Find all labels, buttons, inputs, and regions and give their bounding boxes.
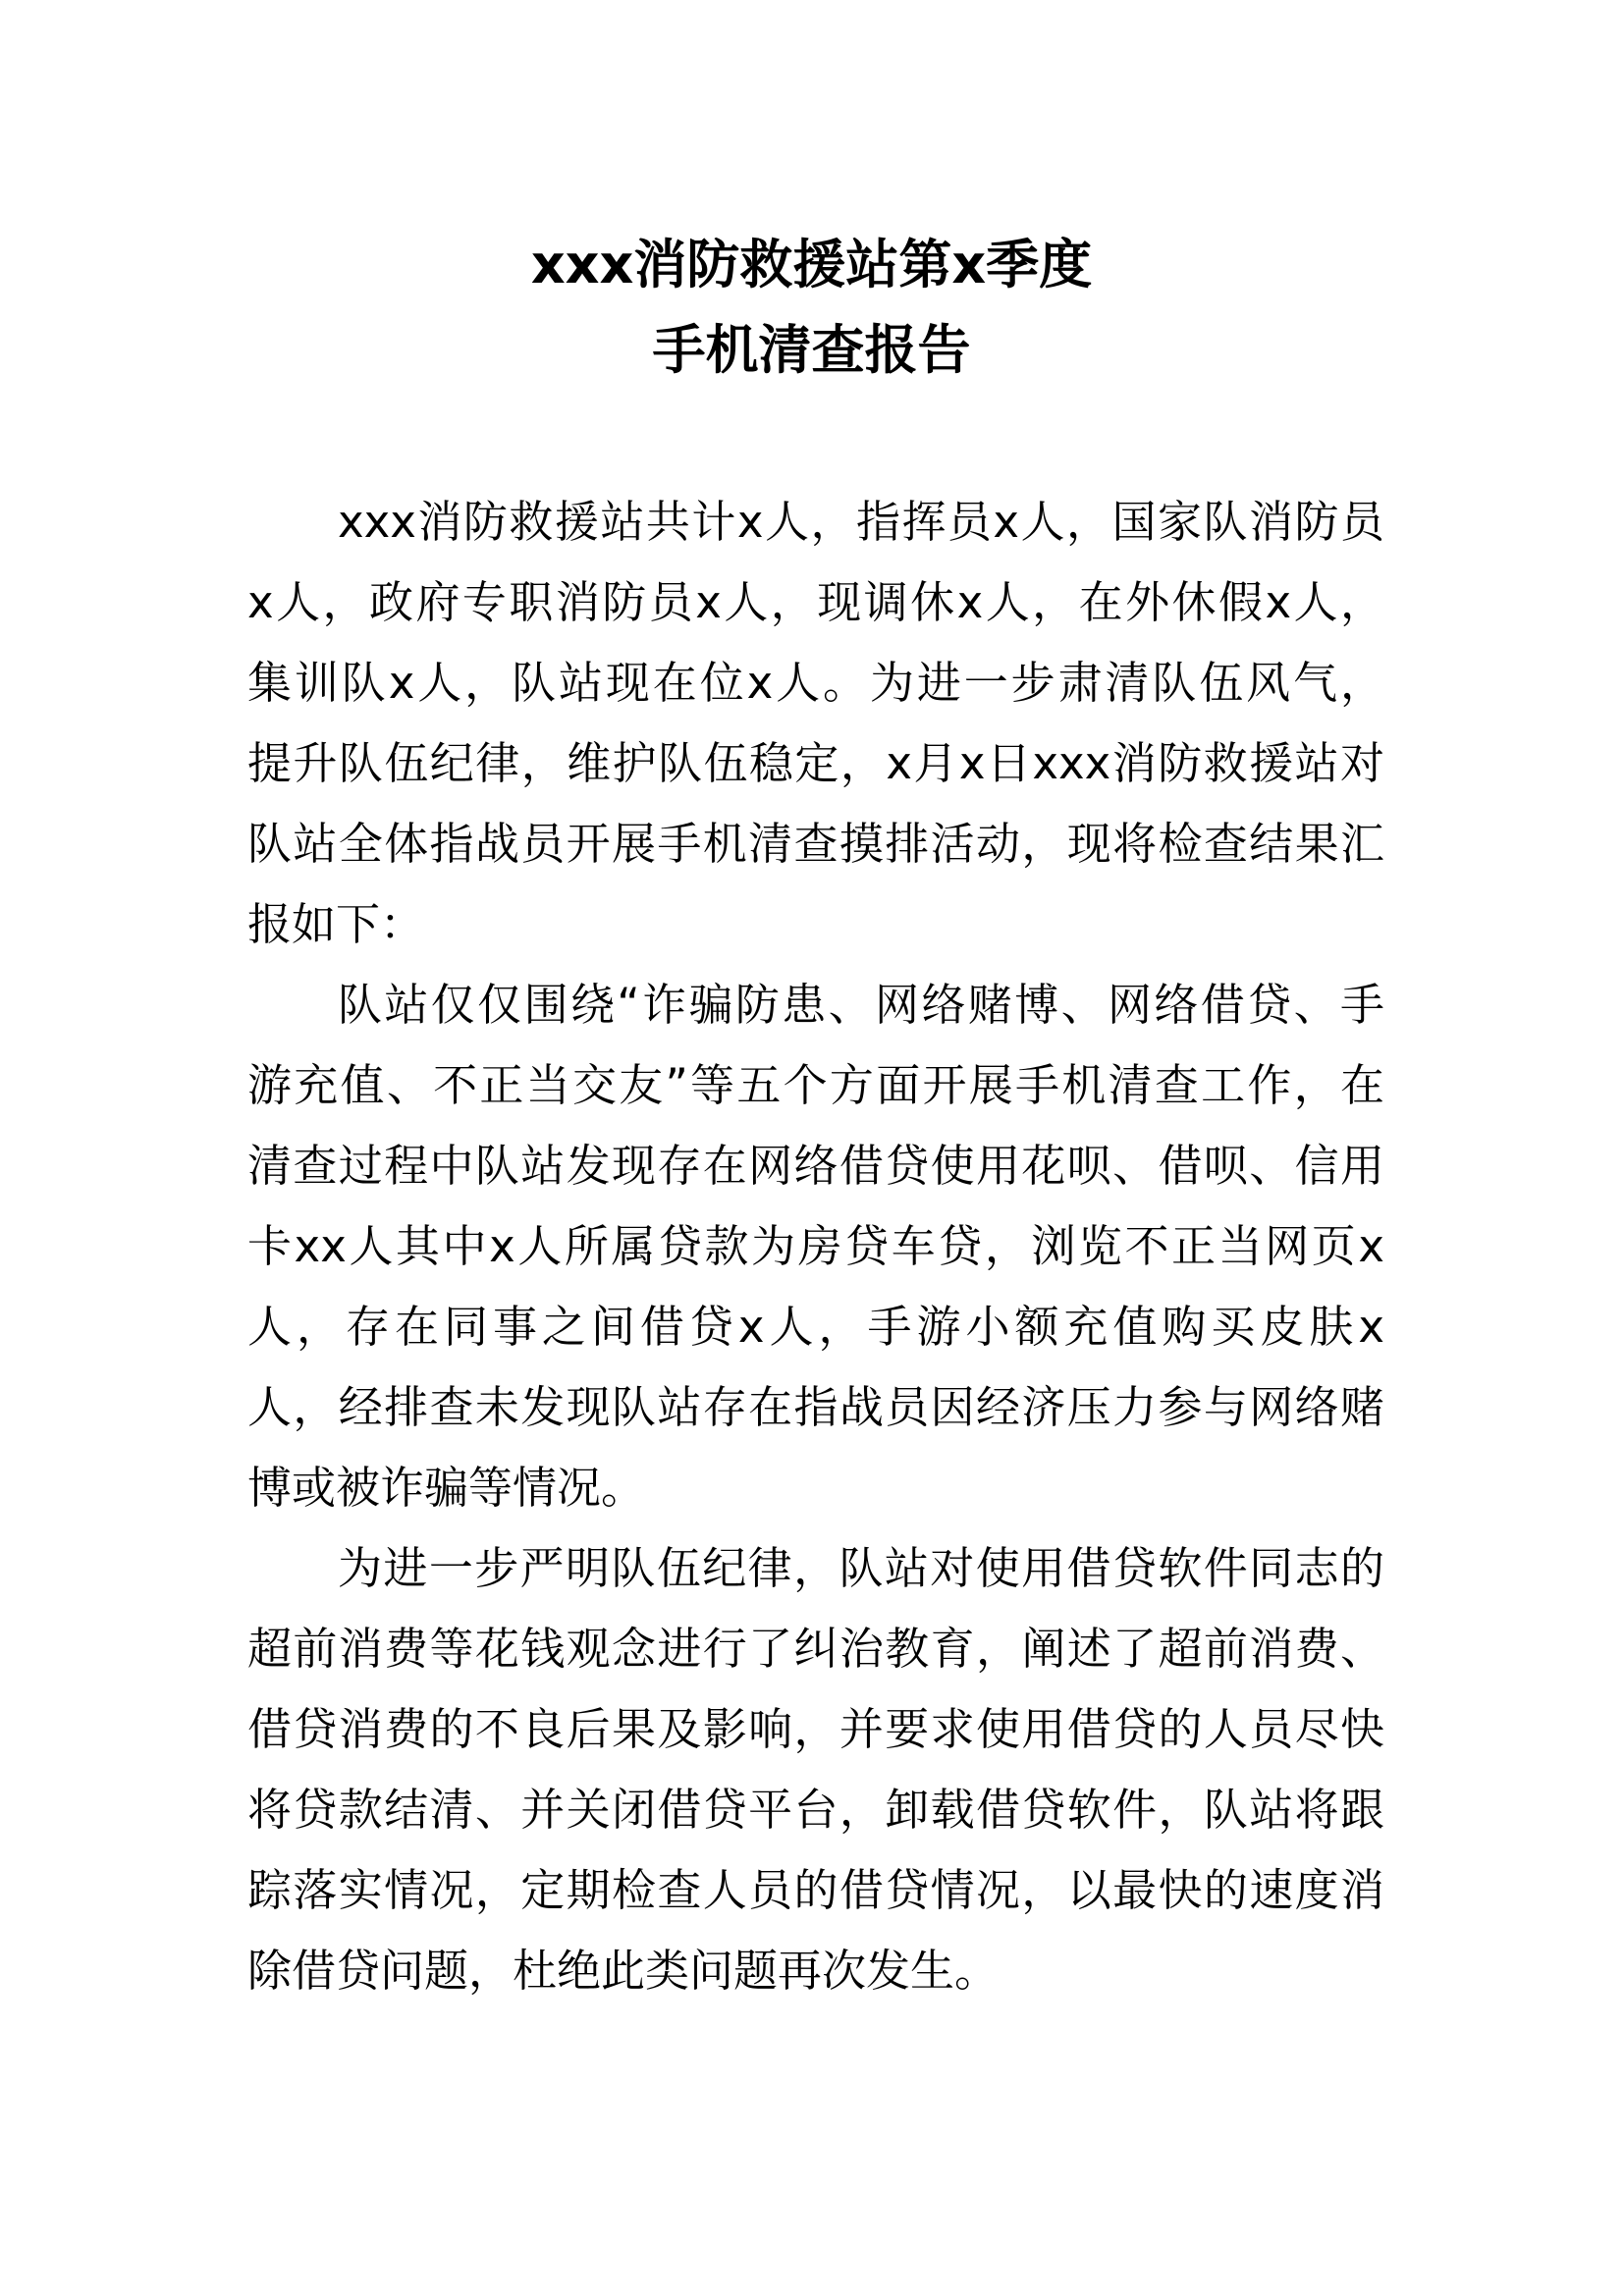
document-title [0,222,1623,393]
text-line: 队站全体指战员开展手机清查摸排活动，现将检查结果汇 [247,818,1384,870]
paragraph-3 [247,1528,1384,2011]
text-line: 博或被诈骗等情况。 [247,1462,646,1514]
text-line: 人，存在同事之间借贷x人，手游小额充值购买皮肤x [247,1301,1384,1353]
text-line: 为进一步严明队伍纪律，队站对使用借贷软件同志的 [338,1542,1384,1594]
text-line: 队站仅仅围绕“诈骗防患、网络赌博、网络借贷、手 [338,979,1384,1031]
title-line-2: 手机清查报告 [652,319,971,381]
paragraph-2 [247,965,1384,1528]
text-line: x人，政府专职消防员x人，现调休x人，在外休假x人， [247,576,1384,628]
text-line: 踪落实情况，定期检查人员的借贷情况，以最快的速度消 [247,1864,1384,1916]
text-line: 清查过程中队站发现存在网络借贷使用花呗、借呗、信用 [247,1140,1384,1192]
text-line: 除借贷问题，杜绝此类问题再次发生。 [247,1945,1000,1997]
text-line: 超前消费等花钱观念进行了纠治教育，阐述了超前消费、 [247,1623,1384,1675]
text-line: 将贷款结清、并关闭借贷平台，卸载借贷软件，队站将跟 [247,1784,1384,1836]
paragraph-1 [247,482,1384,965]
text-line: 集训队x人，队站现在位x人。为进一步肃清队伍风气， [247,657,1384,709]
text-line: 卡xx人其中x人所属贷款为房贷车贷，浏览不正当网页x [247,1220,1384,1272]
document-body [247,482,1384,2011]
title-line-1: xxx消防救援站第x季度 [530,234,1093,295]
text-line: 人，经排查未发现队站存在指战员因经济压力参与网络赌 [247,1381,1384,1433]
text-line: 游充值、不正当交友”等五个方面开展手机清查工作，在 [247,1059,1384,1111]
text-line: xxx消防救援站共计x人，指挥员x人，国家队消防员 [338,496,1384,548]
text-line: 借贷消费的不良后果及影响，并要求使用借贷的人员尽快 [247,1703,1384,1755]
text-line: 提升队伍纪律，维护队伍稳定，x月x日xxx消防救援站对 [247,737,1384,789]
text-line: 报如下： [247,898,425,950]
